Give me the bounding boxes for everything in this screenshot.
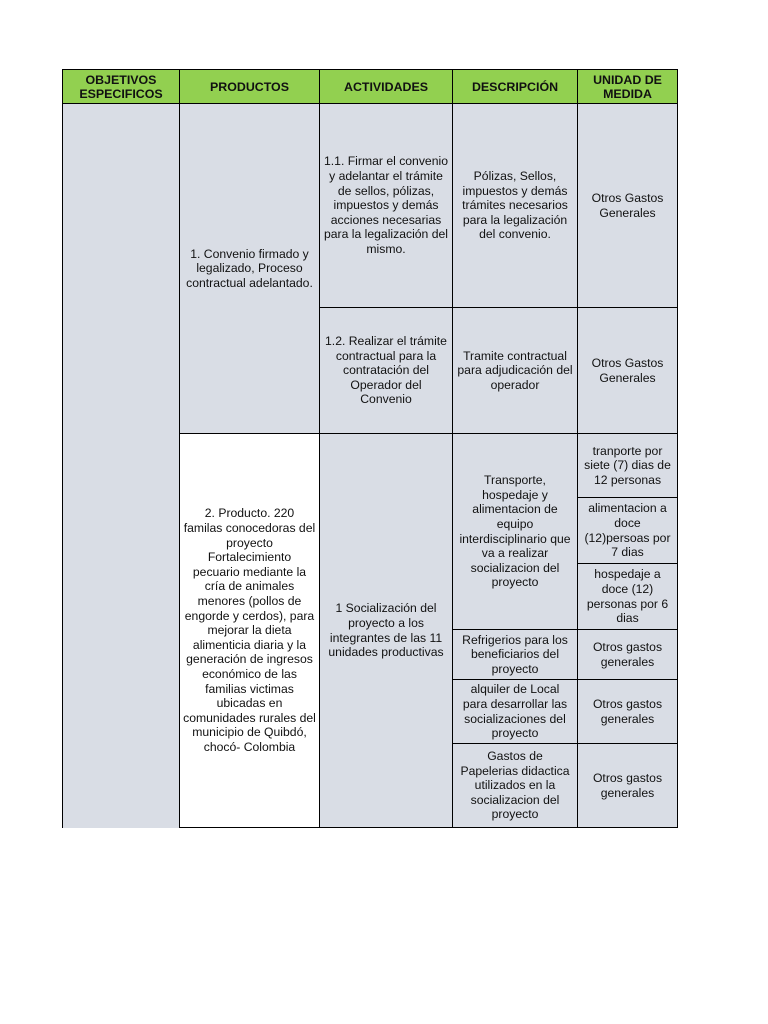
header-unidad: UNIDAD DE MEDIDA: [578, 69, 678, 104]
header-productos: PRODUCTOS: [180, 69, 320, 104]
header-actividades: ACTIVIDADES: [320, 69, 453, 104]
descripcion-1-1: Pólizas, Sellos, impuestos y demás trámites necesarios para la legalización del convenio.: [453, 104, 578, 308]
producto-1: 1. Convenio firmado y legalizado, Proceso contractual adelantado.: [179, 104, 320, 434]
objetivo-cell: [62, 104, 180, 828]
activities-table: [62, 69, 678, 828]
descripcion-alquiler: alquiler de Local para desarrollar las socializaciones del proyecto: [453, 680, 578, 744]
producto-2: 2. Producto. 220 familas conocedoras del proyecto Fortalecimiento pecuario mediante la cría de animales menores (pollos de engorde y cerdos), para mejorar la dieta alimenticia diaria y la generación de ingresos económico de las familias victimas ubicadas en comunidades rurales del municipio de Quibdó, chocó- Colombia: [179, 434, 320, 828]
header-descripcion: DESCRIPCIÓN: [453, 69, 578, 104]
unidad-1-2: Otros Gastos Generales: [578, 308, 678, 434]
unidad-hospedaje: hospedaje a doce (12) personas por 6 dias: [578, 564, 678, 630]
unidad-transporte: tranporte por siete (7) dias de 12 personas: [578, 434, 678, 498]
descripcion-1-2: Tramite contractual para adjudicación del operador: [453, 308, 578, 434]
descripcion-papelerias: Gastos de Papelerias didactica utilizados en la socializacion del proyecto: [453, 744, 578, 828]
unidad-alimentacion: alimentacion a doce (12)persoas por 7 dias: [578, 498, 678, 564]
descripcion-refrigerios: Refrigerios para los beneficiarios del proyecto: [453, 630, 578, 680]
unidad-refrigerios: Otros gastos generales: [578, 630, 678, 680]
actividad-2-1: 1 Socialización del proyecto a los integrantes de las 11 unidades productivas: [320, 434, 453, 828]
header-objetivos: OBJETIVOS ESPECIFICOS: [62, 69, 180, 104]
unidad-alquiler: Otros gastos generales: [578, 680, 678, 744]
unidad-papelerias: Otros gastos generales: [578, 744, 678, 828]
descripcion-transporte: Transporte, hospedaje y alimentacion de equipo interdisciplinario que va a realizar socializacion del proyecto: [453, 434, 578, 630]
actividad-1-1: 1.1. Firmar el convenio y adelantar el trámite de sellos, pólizas, impuestos y demás acciones necesarias para la legalización del mismo.: [320, 104, 453, 308]
actividad-1-2: 1.2. Realizar el trámite contractual para la contratación del Operador del Convenio: [320, 308, 453, 434]
unidad-1-1: Otros Gastos Generales: [578, 104, 678, 308]
